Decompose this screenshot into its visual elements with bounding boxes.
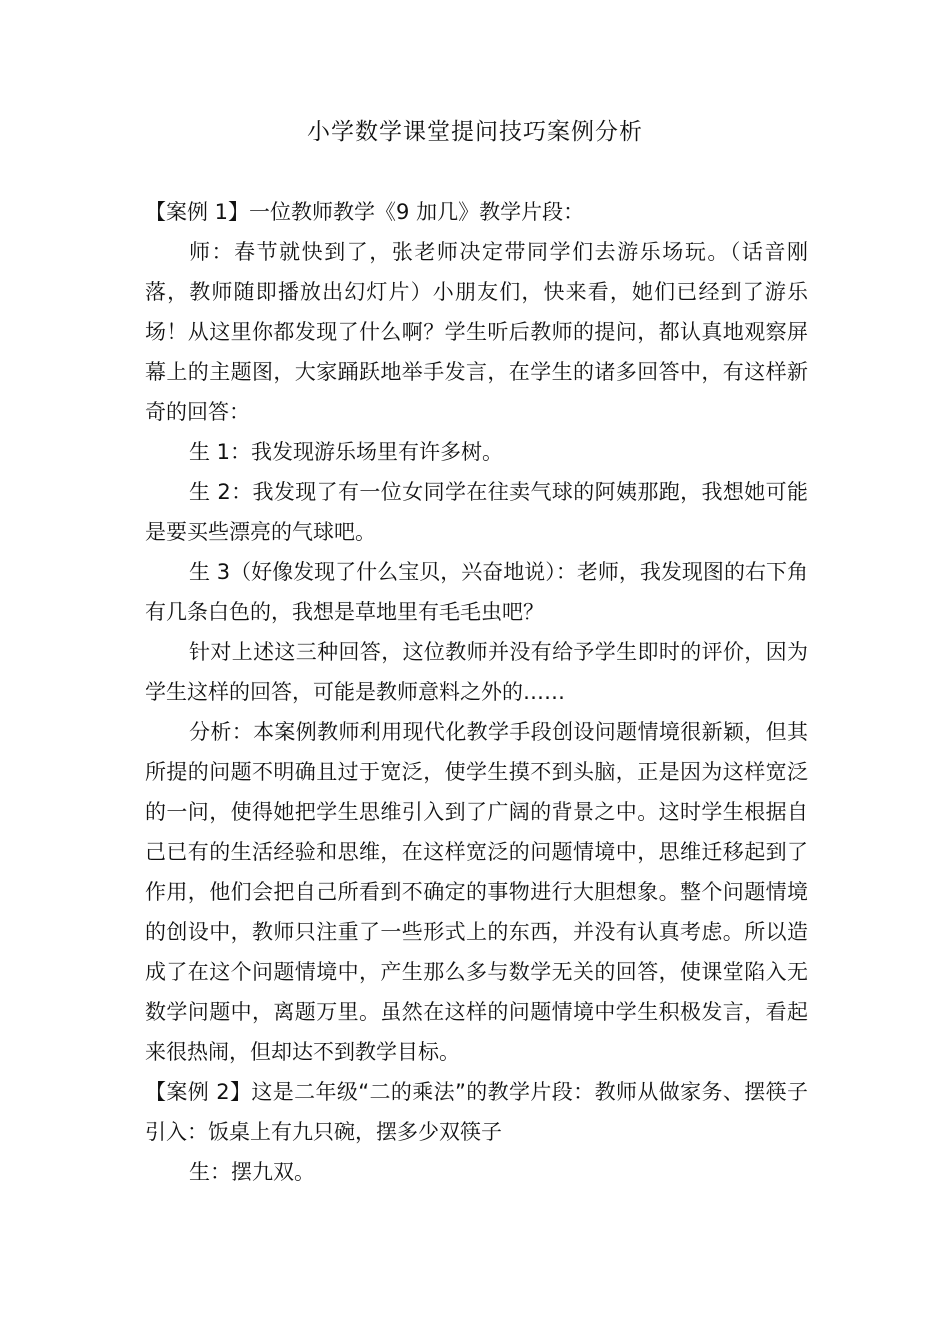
case2-heading: 【案例 2】这是二年级“二的乘法”的教学片段：教师从做家务、摆筷子引入：饭桌上有九只碗，摆多少双筷子 (145, 1080, 808, 1144)
document-body (145, 192, 808, 1192)
teacher-dialogue-paragraph: 师：春节就快到了，张老师决定带同学们去游乐场玩。（话音刚落，教师随即播放出幻灯片）小朋友们，快来看，她们已经到了游乐场！从这里你都发现了什么啊？学生听后教师的提问，都认真地观察屏幕上的主题图，大家踊跃地举手发言，在学生的诸多回答中，有这样新奇的回答： (145, 240, 808, 424)
teacher-response-note: 针对上述这三种回答，这位教师并没有给予学生即时的评价，因为学生这样的回答，可能是教师意料之外的…… (145, 640, 808, 704)
student3-answer: 生 3（好像发现了什么宝贝，兴奋地说）：老师，我发现图的右下角有几条白色的，我想是草地里有毛毛虫吧？ (145, 560, 808, 624)
case2-student-answer: 生：摆九双。 (189, 1160, 315, 1184)
student1-answer: 生 1：我发现游乐场里有许多树。 (189, 440, 504, 464)
analysis-paragraph: 分析：本案例教师利用现代化教学手段创设问题情境很新颖，但其所提的问题不明确且过于宽泛，使学生摸不到头脑，正是因为这样宽泛的一问，使得她把学生思维引入到了广阔的背景之中。这时学生根据自己已有的生活经验和思维，在这样宽泛的问题情境中，思维迁移起到了作用，他们会把自己所看到不确定的事物进行大胆想象。整个问题情境的创设中，教师只注重了一些形式上的东西，并没有认真考虑。所以造成了在这个问题情境中，产生那么多与数学无关的回答，使课堂陷入无数学问题中，离题万里。虽然在这样的问题情境中学生积极发言，看起来很热闹，但却达不到教学目标。 (145, 720, 808, 1064)
student2-answer: 生 2：我发现了有一位女同学在往卖气球的阿姨那跑，我想她可能是要买些漂亮的气球吧。 (145, 480, 808, 544)
case1-heading: 【案例 1】一位教师教学《9 加几》教学片段： (145, 200, 585, 224)
document-title: 小学数学课堂提问技巧案例分析 (307, 119, 643, 145)
